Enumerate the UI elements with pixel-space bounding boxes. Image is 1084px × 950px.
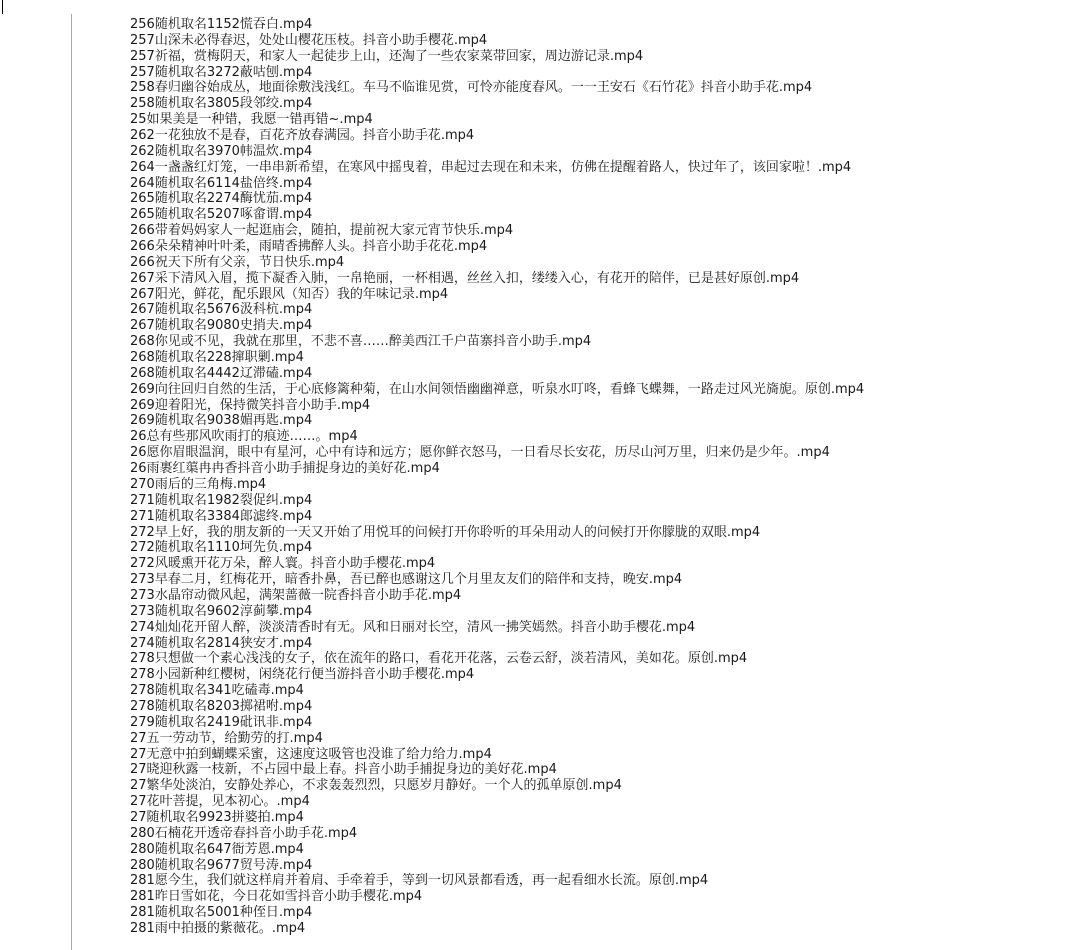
file-name-line[interactable]: 281雨中拍摄的紫薇花。.mp4 (130, 920, 306, 936)
file-name-line[interactable]: 271随机取名1982裂促纠.mp4 (130, 492, 313, 508)
file-name-line[interactable]: 278随机取名341吃磕毒.mp4 (130, 683, 304, 699)
file-name-line[interactable]: 27晓迎秋露一枝新，不占园中最上春。抖音小助手捕捉身边的美好花.mp4 (130, 762, 557, 778)
text-cursor (2, 0, 3, 14)
file-name-line[interactable]: 280随机取名9677贸号涛.mp4 (130, 857, 313, 873)
file-name-line[interactable]: 26雨裹红蕖冉冉香抖音小助手捕捉身边的美好花.mp4 (130, 461, 440, 477)
file-name-list (130, 17, 1084, 937)
file-name-line[interactable]: 27无意中拍到蝴蝶采蜜，这速度这吸管也没谁了给力给力.mp4 (130, 746, 492, 762)
file-name-line[interactable]: 278小园新种红樱树，闲绕花行便当游抖音小助手樱花.mp4 (130, 667, 475, 683)
file-name-line[interactable]: 279随机取名2419砒讯非.mp4 (130, 714, 313, 730)
file-name-line[interactable]: 257随机取名3272蔽咕刨.mp4 (130, 64, 313, 80)
file-name-line[interactable]: 268随机取名4442辽滞磕.mp4 (130, 365, 313, 381)
file-name-line[interactable]: 257山深未必得春迟，处处山樱花压枝。抖音小助手樱花.mp4 (130, 32, 488, 48)
file-name-line[interactable]: 258春归幽谷始成丛，地面徐敷浅浅红。车马不临谁见赏，可怜亦能度春风。一一王安石《石竹花》抖音小助手花.mp4 (130, 80, 813, 96)
file-name-line[interactable]: 269迎着阳光，保持微笑抖音小助手.mp4 (130, 397, 371, 413)
file-name-line[interactable]: 27繁华处淡泊，安静处养心，不求轰轰烈烈，只愿岁月静好。一个人的孤单原创.mp4 (130, 778, 622, 794)
file-name-line[interactable]: 280石楠花开透帝春抖音小助手花.mp4 (130, 825, 358, 841)
file-name-line[interactable]: 262一花独放不是春，百花齐放春满园。抖音小助手花.mp4 (130, 128, 475, 144)
file-name-line[interactable]: 265随机取名5207啄畲谓.mp4 (130, 207, 313, 223)
file-name-line[interactable]: 272风暖熏开花万朵，醉人寰。抖音小助手樱花.mp4 (130, 556, 436, 572)
file-name-line[interactable]: 273早春二月，红梅花开，暗香扑鼻，吾已醉也感谢这几个月里友友们的陪伴和支持，晚安.mp4 (130, 572, 683, 588)
file-name-line[interactable]: 272早上好，我的朋友新的一天又开始了用悦耳的问候打开你聆听的耳朵用动人的问候打开你朦胧的双眼.mp4 (130, 524, 761, 540)
file-name-line[interactable]: 268你见或不见，我就在那里，不悲不喜……醉美西江千户苗寨抖音小助手.mp4 (130, 334, 592, 350)
file-name-line[interactable]: 266朵朵精神叶叶柔，雨晴香拂醉人头。抖音小助手花花.mp4 (130, 239, 488, 255)
file-name-line[interactable]: 26愿你眉眼温润，眼中有星河，心中有诗和远方；愿你鲜衣怒马，一日看尽长安花，历尽山河万里，归来仍是少年。.mp4 (130, 445, 830, 461)
file-name-line[interactable]: 266带着妈妈家人一起逛庙会，随拍，提前祝大家元宵节快乐.mp4 (130, 223, 514, 239)
file-name-line[interactable]: 267采下清风入眉，揽下凝香入肺，一帛艳丽，一杯相遇，丝丝入扣，缕缕入心，有花开的陪伴，已是甚好原创.mp4 (130, 270, 800, 286)
file-name-line[interactable]: 269向往回归自然的生活，于心底修篱种菊，在山水间领悟幽幽禅意，听泉水叮咚，看蜂飞蝶舞，一路走过风光旖旎。原创.mp4 (130, 381, 865, 397)
file-name-line[interactable]: 27随机取名9923拼婆拍.mp4 (130, 809, 304, 825)
file-name-line[interactable]: 273水晶帘动微风起，满架蔷薇一院香抖音小助手花.mp4 (130, 587, 462, 603)
file-name-line[interactable]: 268随机取名228撺职剿.mp4 (130, 350, 304, 366)
file-name-line[interactable]: 27花叶菩提，见本初心。.mp4 (130, 794, 310, 810)
file-name-line[interactable]: 274随机取名2814狭安才.mp4 (130, 635, 313, 651)
file-name-line[interactable]: 272随机取名1110坷先负.mp4 (130, 540, 313, 556)
file-name-line[interactable]: 270雨后的三角梅.mp4 (130, 476, 267, 492)
file-name-line[interactable]: 280随机取名647衙芳恩.mp4 (130, 841, 304, 857)
file-name-line[interactable]: 278只想做一个素心浅浅的女子，依在流年的路口，看花开花落，云卷云舒，淡若清风，美如花。原创.mp4 (130, 651, 748, 667)
file-name-line[interactable]: 264一盏盏红灯笼，一串串新希望，在寒风中摇曳着，串起过去现在和未来，仿佛在提醒着路人，快过年了，该回家啦！.mp4 (130, 159, 852, 175)
file-name-line[interactable]: 264随机取名6114盐倍终.mp4 (130, 175, 313, 191)
file-name-line[interactable]: 269随机取名9038媚再匙.mp4 (130, 413, 313, 429)
gutter-divider (71, 14, 72, 950)
file-name-line[interactable]: 278随机取名8203掷裙咐.mp4 (130, 698, 313, 714)
file-name-line[interactable]: 281随机取名5001种侄日.mp4 (130, 905, 313, 921)
file-name-line[interactable]: 274灿灿花开留人醉，淡淡清香时有无。风和日丽对长空，清风一拂笑嫣然。抖音小助手樱花.mp4 (130, 619, 696, 635)
file-name-line[interactable]: 267随机取名9080史捎夫.mp4 (130, 318, 313, 334)
file-name-line[interactable]: 267随机取名5676汲科杭.mp4 (130, 302, 313, 318)
file-name-line[interactable]: 267阳光，鲜花，配乐跟风（知否）我的年味记录.mp4 (130, 286, 449, 302)
file-name-line[interactable]: 26总有些那风吹雨打的痕迹……。mp4 (130, 429, 358, 445)
file-name-line[interactable]: 27五一劳动节，给勤劳的打.mp4 (130, 730, 323, 746)
file-name-line[interactable]: 281愿今生，我们就这样肩并着肩、手牵着手，等到一切风景都看透，再一起看细水长流。原创.mp4 (130, 873, 709, 889)
file-name-line[interactable]: 281昨日雪如花，今日花如雪抖音小助手樱花.mp4 (130, 889, 423, 905)
file-name-line[interactable]: 262随机取名3970帏温炊.mp4 (130, 143, 313, 159)
file-name-line[interactable]: 271随机取名3384郎滤终.mp4 (130, 508, 313, 524)
file-name-line[interactable]: 265随机取名2274酶忧茄.mp4 (130, 191, 313, 207)
file-name-line[interactable]: 258随机取名3805段邻绞.mp4 (130, 96, 313, 112)
file-name-line[interactable]: 257祈福，赏梅阴天，和家人一起徒步上山，还淘了一些农家菜带回家，周边游记录.mp4 (130, 48, 644, 64)
file-name-line[interactable]: 25如果美是一种错，我愿一错再错~.mp4 (130, 112, 373, 128)
file-name-line[interactable]: 266祝天下所有父亲，节日快乐.mp4 (130, 254, 345, 270)
file-name-line[interactable]: 273随机取名9602淳蓟攀.mp4 (130, 603, 313, 619)
file-name-line[interactable]: 256随机取名1152慌吞白.mp4 (130, 17, 313, 32)
